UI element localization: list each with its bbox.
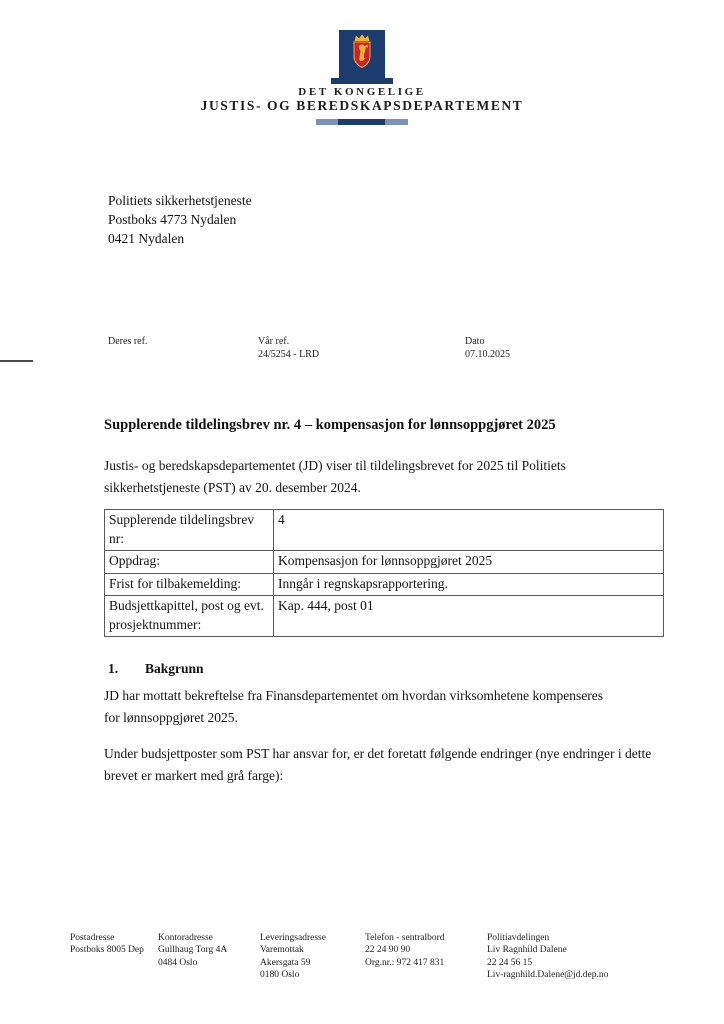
footer-line: Politiavdelingen bbox=[487, 933, 550, 943]
coat-of-arms-icon bbox=[339, 30, 385, 78]
table-row bbox=[105, 551, 664, 574]
recipient-name: Politiets sikkerhetstjeneste bbox=[108, 193, 252, 208]
table-row-value: 4 bbox=[274, 510, 664, 551]
footer-contact-email: Liv-ragnhild.Dalene@jd.dep.no bbox=[487, 969, 609, 980]
footer-delivery-address bbox=[260, 932, 326, 981]
recipient-address-line2: 0421 Nydalen bbox=[108, 231, 185, 246]
letterhead-divider-navy bbox=[338, 119, 385, 125]
footer-line: 22 24 56 15 bbox=[487, 957, 533, 968]
table-row bbox=[105, 573, 664, 596]
table-row-value: Inngår i regnskapsrapportering. bbox=[274, 573, 664, 596]
footer-line: Kontoradresse bbox=[158, 933, 213, 943]
footer-line: Telefon - sentralbord bbox=[365, 933, 445, 943]
section-1-paragraph-1: JD har mottatt bekreftelse fra Finansdepartementet om hvordan virksomhetene kompenseres for lønnsoppgjøret 2025. bbox=[104, 688, 603, 725]
recipient-address-block bbox=[108, 191, 252, 248]
table-row-value: Kompensasjon for lønnsoppgjøret 2025 bbox=[274, 551, 664, 574]
date-value: 07.10.2025 bbox=[465, 349, 510, 360]
footer-line: Akersgata 59 bbox=[260, 957, 311, 968]
table-row-label: Oppdrag: bbox=[105, 551, 274, 574]
emblem-plinth-bar bbox=[331, 78, 393, 84]
var-ref-label: Vår ref. bbox=[258, 336, 290, 347]
footer-line: Gullhaug Torg 4A bbox=[158, 945, 228, 956]
table-row-label: Budsjettkapittel, post og evt. prosjektnummer: bbox=[105, 596, 274, 637]
footer-postal-address bbox=[70, 932, 144, 957]
document-title: Supplerende tildelingsbrev nr. 4 – kompensasjon for lønnsoppgjøret 2025 bbox=[104, 417, 556, 433]
table-row bbox=[105, 510, 664, 551]
footer-line: Leveringsadresse bbox=[260, 933, 326, 943]
footer-line: 22 24 90 90 bbox=[365, 945, 411, 956]
footer-line: 0484 Oslo bbox=[158, 957, 198, 968]
section-1-paragraph-2: Under budsjettposter som PST har ansvar for, er det foretatt følgende endringer (nye endringer i dette brevet er markert med grå farge): bbox=[104, 746, 652, 783]
intro-paragraph: Justis- og beredskapsdepartementet (JD) viser til tildelingsbrevet for 2025 til Politiets sikkerhetstjeneste (PST) av 20. desember 2024. bbox=[104, 458, 566, 495]
ministry-emblem bbox=[339, 30, 385, 78]
footer-line: Postboks 8005 Dep bbox=[70, 945, 144, 956]
footer-office-address bbox=[158, 932, 227, 969]
section-1-title: Bakgrunn bbox=[145, 661, 204, 676]
fold-mark bbox=[0, 360, 33, 362]
date-label: Dato bbox=[465, 336, 485, 347]
footer-contact-person bbox=[487, 932, 608, 981]
table-row bbox=[105, 596, 664, 637]
var-ref-value: 24/5254 - LRD bbox=[258, 349, 320, 360]
letterhead-department-name: JUSTIS- OG BEREDSKAPSDEPARTEMENT bbox=[200, 98, 524, 113]
recipient-address-line1: Postboks 4773 Nydalen bbox=[108, 212, 237, 227]
table-row-label: Supplerende tildelingsbrev nr: bbox=[105, 510, 274, 551]
deres-ref-label: Deres ref. bbox=[108, 336, 148, 347]
footer-line: Varemottak bbox=[260, 945, 304, 956]
footer-line: 0180 Oslo bbox=[260, 969, 300, 980]
footer-line: Postadresse bbox=[70, 933, 115, 943]
footer-line: Liv Ragnhild Dalene bbox=[487, 945, 567, 956]
section-1-number: 1. bbox=[108, 661, 119, 676]
letterhead-royal-line: DET KONGELIGE bbox=[298, 86, 426, 98]
table-row-value: Kap. 444, post 01 bbox=[274, 596, 664, 637]
assignment-info-table bbox=[104, 509, 664, 637]
section-1-heading bbox=[108, 661, 204, 677]
table-row-label: Frist for tilbakemelding: bbox=[105, 573, 274, 596]
footer-line: Org.nr.: 972 417 831 bbox=[365, 957, 445, 968]
footer-phone-org bbox=[365, 932, 445, 969]
